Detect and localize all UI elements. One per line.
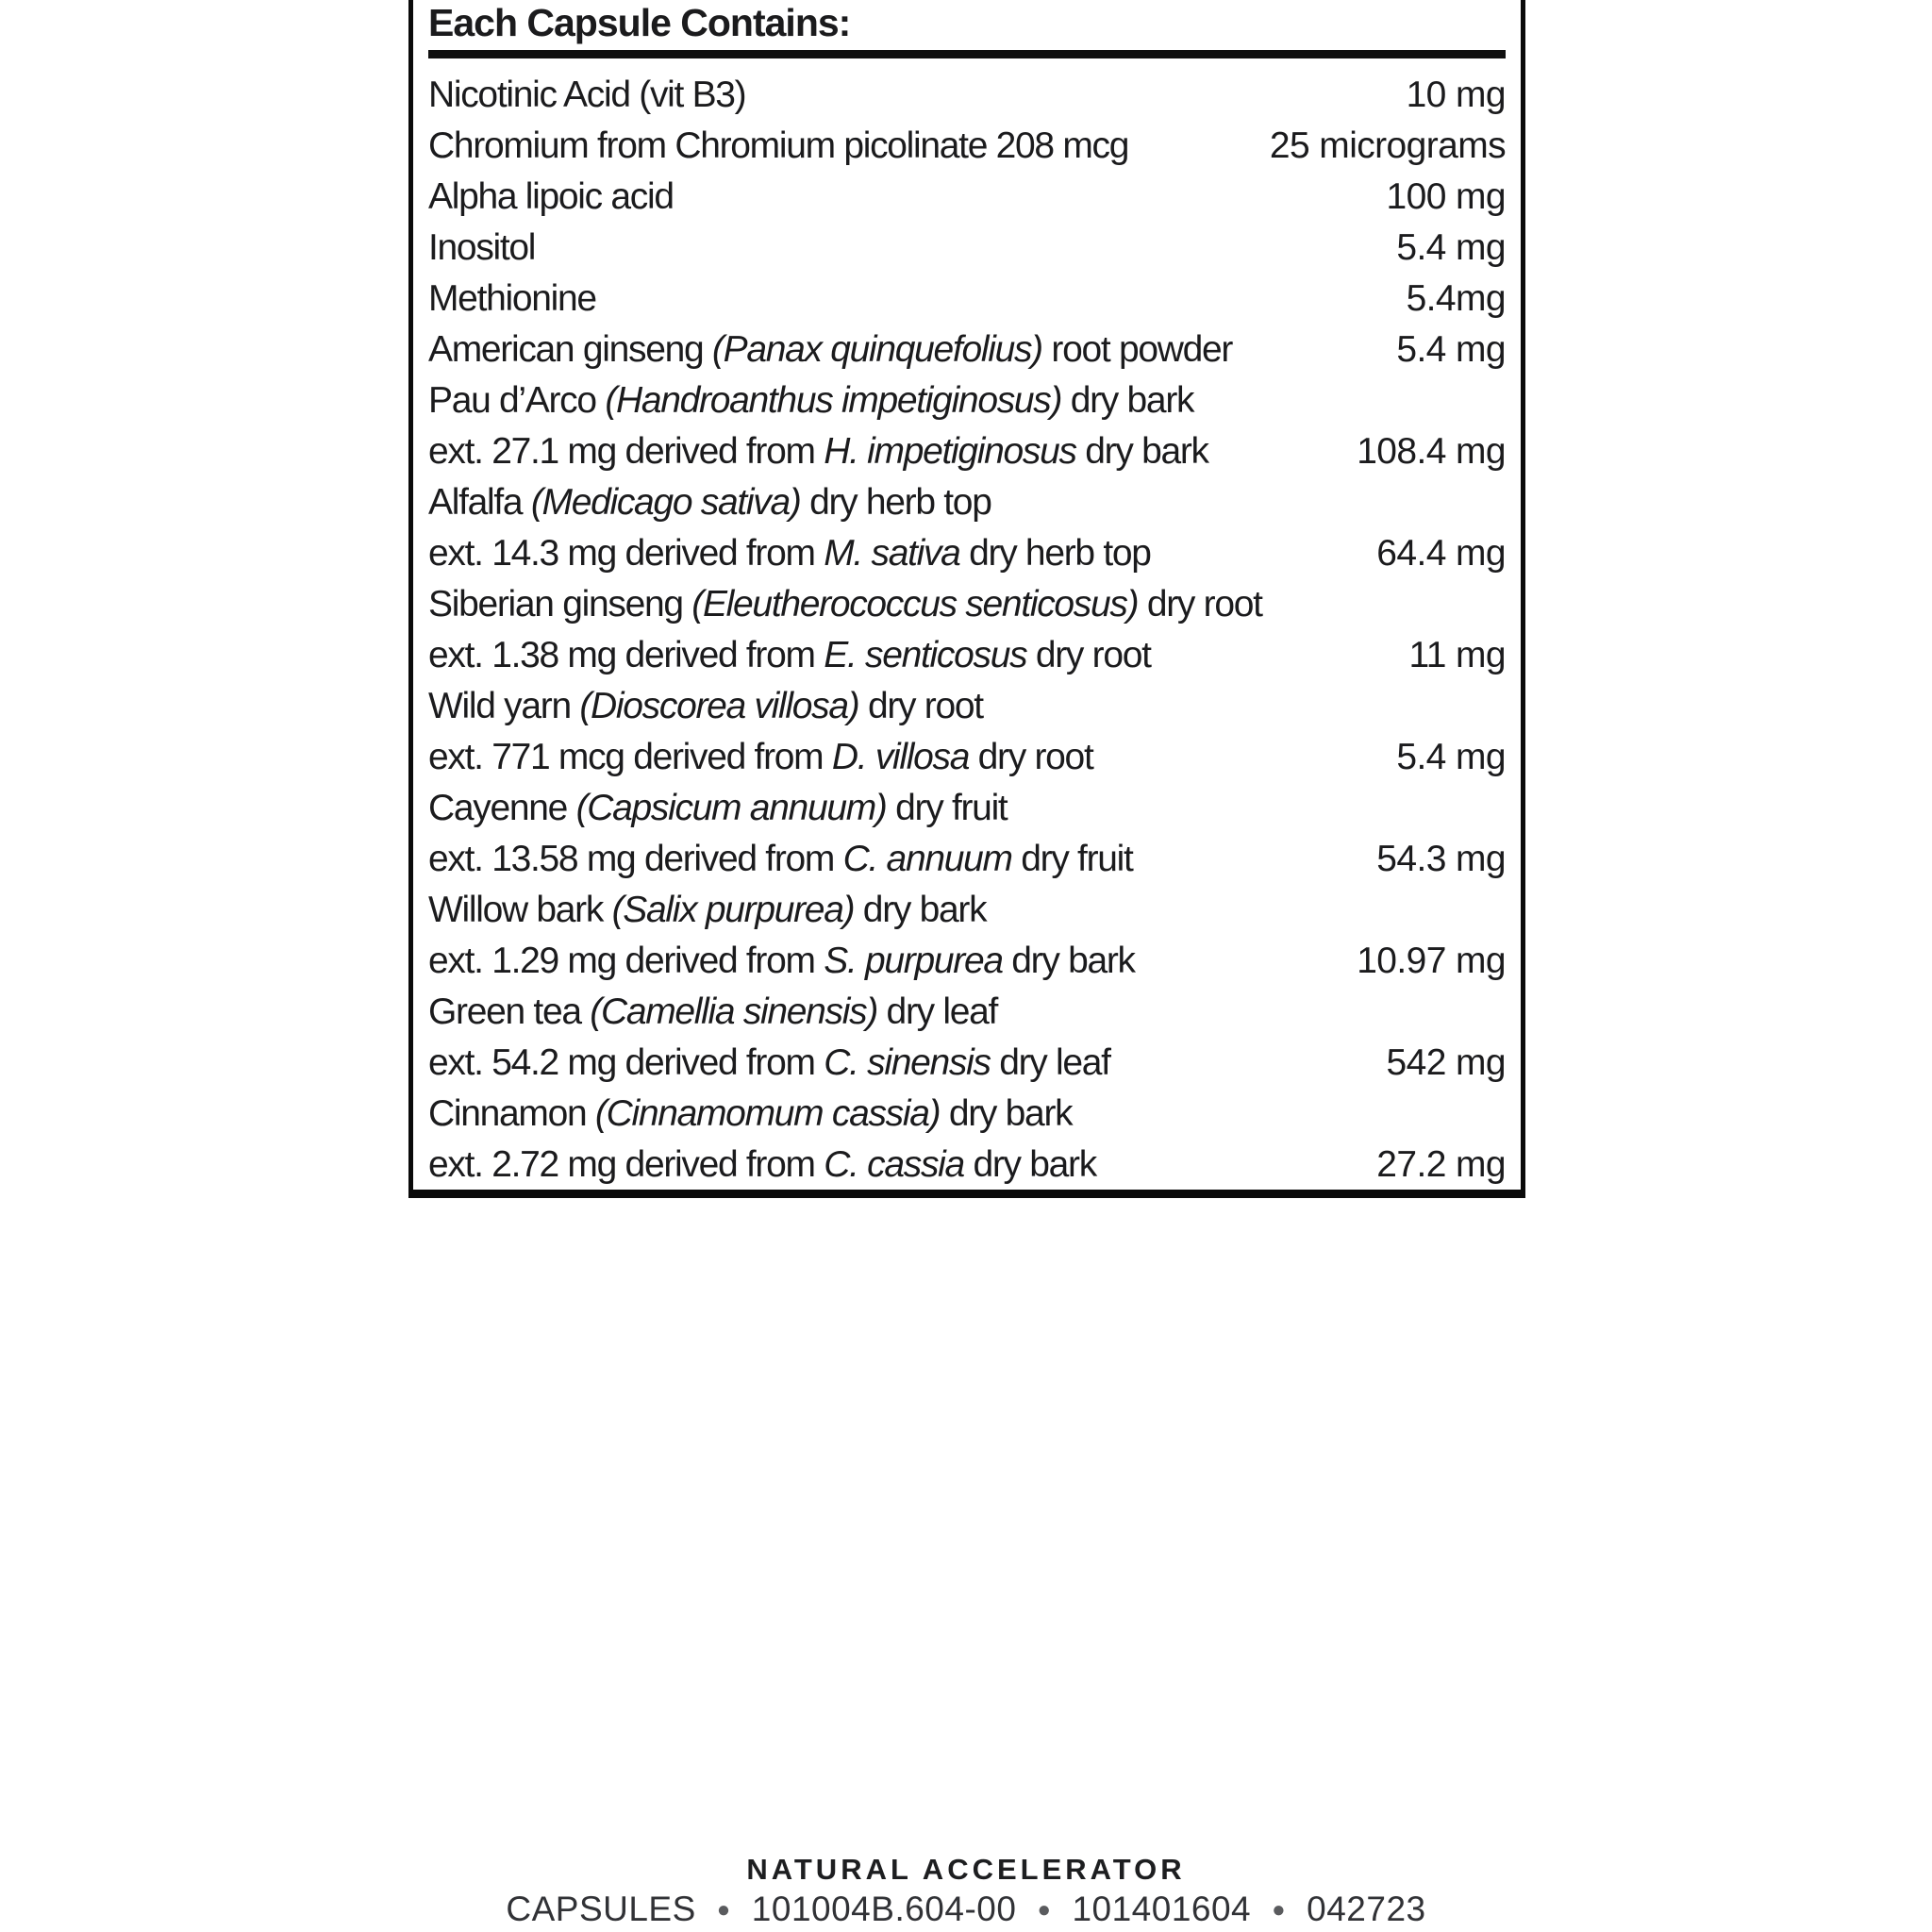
ingredient-amount: 5.4 mg (1396, 227, 1506, 268)
ingredient-line (428, 834, 1506, 885)
ingredient-amount: 10 mg (1406, 75, 1506, 115)
ingredient-line (428, 936, 1506, 987)
ingredient-line (428, 121, 1506, 172)
ingredient-name: Alpha lipoic acid (428, 176, 674, 217)
ingredient-name: ext. 2.72 mg derived from C. cassia dry bark (428, 1144, 1096, 1185)
ingredient-name: Chromium from Chromium picolinate 208 mcg (428, 125, 1129, 166)
ingredient-name: ext. 1.38 mg derived from E. senticosus dry root (428, 635, 1151, 675)
ingredient-name: ext. 54.2 mg derived from C. sinensis dry leaf (428, 1042, 1110, 1083)
dot-separator-icon: ● (716, 1897, 731, 1923)
ingredient-line (428, 528, 1506, 579)
ingredient-name: Alfalfa (Medicago sativa) dry herb top (428, 482, 991, 523)
ingredient-line (428, 630, 1506, 681)
ingredient-line (428, 1038, 1506, 1089)
ingredient-name: Nicotinic Acid (vit B3) (428, 75, 746, 115)
ingredient-name: Cinnamon (Cinnamomum cassia) dry bark (428, 1093, 1073, 1134)
ingredient-line (428, 223, 1506, 274)
ingredient-line (428, 70, 1506, 121)
ingredient-amount: 100 mg (1386, 176, 1506, 217)
ingredient-amount: 5.4 mg (1396, 329, 1506, 370)
title-divider-rule (428, 50, 1506, 58)
codes-line (0, 1889, 1932, 1931)
ingredient-amount: 64.4 mg (1376, 533, 1506, 574)
ingredient-line (428, 1089, 1506, 1140)
ingredient-name: Cayenne (Capsicum annuum) dry fruit (428, 788, 1008, 828)
ingredient-line (428, 732, 1506, 783)
ingredient-table (428, 70, 1506, 1191)
ingredient-amount: 11 mg (1408, 635, 1506, 675)
ingredient-amount: 27.2 mg (1376, 1144, 1506, 1185)
ingredient-line (428, 885, 1506, 936)
ingredient-amount: 10.97 mg (1357, 941, 1506, 981)
ingredient-line (428, 987, 1506, 1038)
ingredient-amount: 5.4 mg (1396, 737, 1506, 777)
ingredient-amount: 108.4 mg (1357, 431, 1506, 472)
dot-separator-icon: ● (1272, 1897, 1287, 1923)
ingredient-line (428, 325, 1506, 375)
ingredient-name: Pau d’Arco (Handroanthus impetiginosus) dry bark (428, 380, 1194, 421)
ingredient-name: Methionine (428, 278, 596, 319)
ingredient-name: Willow bark (Salix purpurea) dry bark (428, 890, 987, 930)
ingredient-line (428, 477, 1506, 528)
code-value: 101004B.604-00 (751, 1890, 1017, 1928)
ingredient-line (428, 375, 1506, 426)
panel-title: Each Capsule Contains: (428, 1, 851, 44)
ingredient-line (428, 1140, 1506, 1191)
ingredient-name: Inositol (428, 227, 536, 268)
format-label: CAPSULES (506, 1890, 696, 1928)
ingredient-name: American ginseng (Panax quinquefolius) root powder (428, 329, 1233, 370)
ingredient-name: ext. 13.58 mg derived from C. annuum dry fruit (428, 839, 1133, 879)
ingredient-name: ext. 14.3 mg derived from M. sativa dry herb top (428, 533, 1151, 574)
ingredient-line (428, 681, 1506, 732)
dot-separator-icon: ● (1037, 1897, 1052, 1923)
code-value: 042723 (1307, 1890, 1426, 1928)
ingredient-name: ext. 1.29 mg derived from S. purpurea dry bark (428, 941, 1135, 981)
supplement-facts-panel (408, 0, 1525, 1198)
ingredient-line (428, 426, 1506, 477)
ingredient-amount: 542 mg (1386, 1042, 1506, 1083)
ingredient-amount: 54.3 mg (1376, 839, 1506, 879)
ingredient-amount: 5.4mg (1406, 278, 1506, 319)
ingredient-name: Wild yarn (Dioscorea villosa) dry root (428, 686, 983, 726)
ingredient-line (428, 783, 1506, 834)
ingredient-name: Siberian ginseng (Eleutherococcus senticosus) dry root (428, 584, 1262, 625)
ingredient-line (428, 172, 1506, 223)
product-name: NATURAL ACCELERATOR (746, 1853, 1186, 1886)
ingredient-name: ext. 771 mcg derived from D. villosa dry root (428, 737, 1093, 777)
ingredient-name: ext. 27.1 mg derived from H. impetiginosus dry bark (428, 431, 1208, 472)
ingredient-amount: 25 micrograms (1269, 125, 1506, 166)
ingredient-line (428, 579, 1506, 630)
ingredient-name: Green tea (Camellia sinensis) dry leaf (428, 991, 998, 1032)
ingredient-line (428, 274, 1506, 325)
code-value: 101401604 (1072, 1890, 1252, 1928)
